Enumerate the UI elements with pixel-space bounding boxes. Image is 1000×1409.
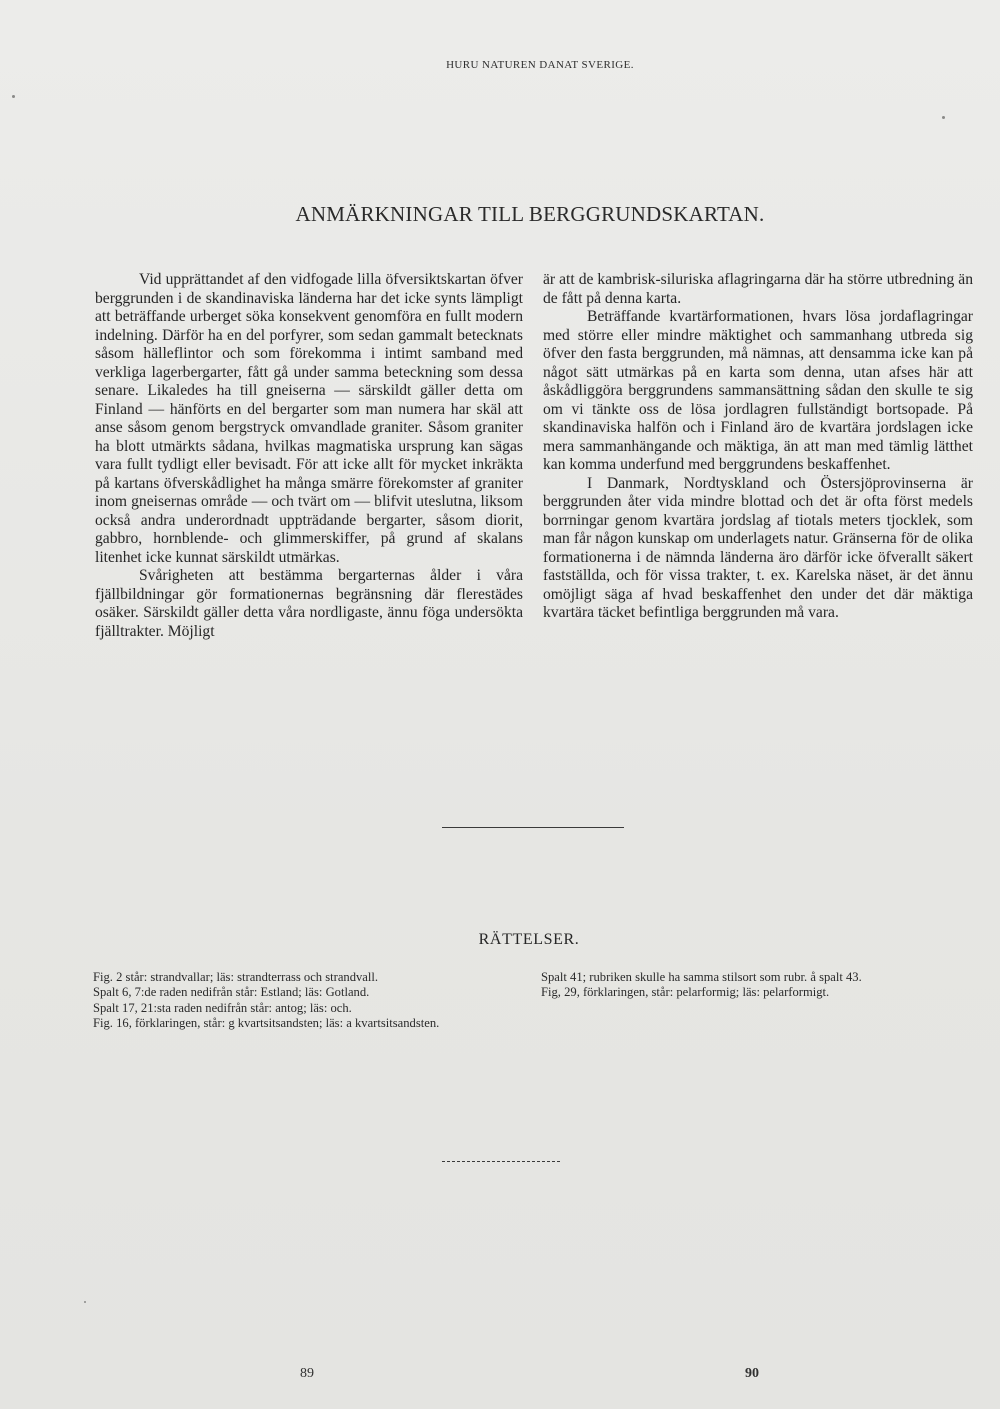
errata-item: Fig, 29, förklaringen, står: pelarformig; läs: pelarformigt. bbox=[541, 985, 830, 1000]
section-divider bbox=[442, 827, 624, 828]
errata-item: Fig. 16, förklaringen, står: g kvartsitsandsten; läs: a kvartsitsandsten. bbox=[93, 1015, 440, 1030]
text-column-left bbox=[95, 271, 523, 641]
paragraph: Svårigheten att bestämma bergarternas ålder i våra fjällbildningar gör formationernas begränsning där flerestädes osäker. Särskildt gäller detta våra nordligaste, ännu föga undersökta fjälltrakter. Möjligt bbox=[95, 567, 523, 640]
errata-list-right bbox=[541, 970, 971, 1001]
paragraph: är att de kambrisk-siluriska aflagringarna där ha större utbredning än de fått på denna karta. bbox=[543, 271, 973, 307]
errata-heading: RÄTTELSER. bbox=[478, 931, 580, 948]
text-column-right bbox=[543, 271, 973, 623]
paper-speck bbox=[942, 116, 945, 119]
errata-item: Spalt 6, 7:de raden nedifrån står: Estland; läs: Gotland. bbox=[93, 985, 370, 1000]
errata-item: Spalt 41; rubriken skulle ha samma stilsort som rubr. å spalt 43. bbox=[541, 970, 862, 984]
errata-item: Fig. 2 står: strandvallar; läs: strandterrass och strandvall. bbox=[93, 970, 379, 984]
paragraph: Vid upprättandet af den vidfogade lilla öfversiktskartan öfver berggrunden i de skandinaviska länderna har det icke synts lämpligt att beträffande urberget söka konsekvent genomföra en fullt modern indelning. Därför ha en del porfyrer, som sedan gammalt betecknats såsom hälleflintor och som förekomma i intimt samband med verkliga lagerbergarter, fått gå under samma beteckning som dessa senare. Likaledes ha till gneiserna — särskildt gäller detta om Finland — hänförts en del bergarter som man numera har skäl att anse såsom genom bergstryck omvandlade graniter. Såsom graniter ha blott utmärkts sådana, hvilkas magmatiska ursprung kan sägas vara fullt tydligt eller bevisadt. För att icke allt för mycket inkräkta på kartans öfverskådlighet ha många smärre förekomster af graniter inom gneisernas område — och tvärt om — blifvit uteslutna, liksom också andra underordnadt uppträdande bergarter, såsom diorit, gabbro, hornblende- och glimmerskiffer, på grund af skalans litenhet icke kunnat särskildt utmärkas. bbox=[95, 271, 523, 566]
paragraph: Beträffande kvartärformationen, hvars lösa jordaflagringar med större eller mindre mäktighet och sammanhang utbreda sig öfver den fasta berggrunden, må nämnas, att densamma icke kan på något sätt utmärkas på en karta som denna, utan afses här att åskådliggöra berggrundens sammansättning sådan den skulle te sig om vi tänkte oss de lösa jordlagren fullständigt bortsopade. På skandinaviska halfön och i Finland äro de kvartära jordslagen icke mera sammanhängande och mäktiga, än att man med tämlig lätthet kan komma underfund med berggrundens beskaffenhet. bbox=[543, 308, 973, 473]
end-divider bbox=[442, 1161, 560, 1162]
page-number-left: 89 bbox=[300, 1366, 314, 1381]
running-head: HURU NATUREN DANAT SVERIGE. bbox=[446, 59, 634, 71]
page-title: ANMÄRKNINGAR TILL BERGGRUNDSKARTAN. bbox=[295, 202, 765, 226]
errata-item: Spalt 17, 21:sta raden nedifrån står: antog; läs: och. bbox=[93, 1000, 352, 1015]
paragraph: I Danmark, Nordtyskland och Östersjöprovinserna är berggrunden åter vida mindre blottad och det är ofta först medels borrningar genom kvartära jordslag af tiotals meters tjocklek, som man får någon kunskap om underlagets natur. Gränserna för de olika formationerna i de nämnda länderna äro därför icke öfverallt säkert fastställda, och för vissa trakter, t. ex. Karelska näset, är det ännu omöjligt säga af hvad beskaffenhet den under det där mäktiga kvartära täcket befintliga berggrunden må vara. bbox=[543, 474, 973, 621]
errata-list-left bbox=[93, 970, 523, 1031]
paper-speck bbox=[12, 95, 15, 98]
paper-speck bbox=[84, 1301, 86, 1303]
page-number-right: 90 bbox=[745, 1366, 759, 1381]
